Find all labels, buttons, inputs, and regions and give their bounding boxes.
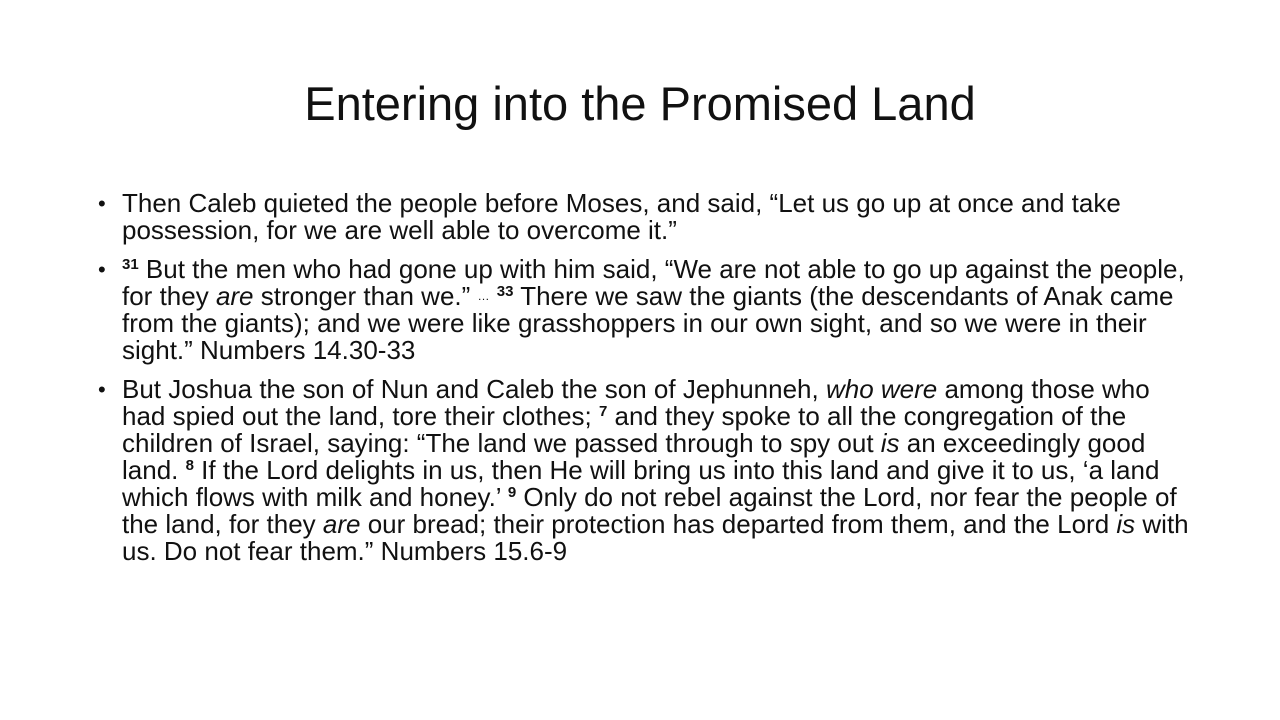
- bullet-text: with us. Do not fear them.” Numbers 15.6-9: [122, 509, 1189, 566]
- bullet-dot-icon: •: [98, 191, 106, 216]
- bullet-item: [96, 376, 1196, 565]
- verse-number: 8: [185, 457, 194, 474]
- bullet-text: an exceedingly good land.: [122, 428, 1146, 485]
- bullet-dot-icon: •: [98, 257, 106, 282]
- bullet-dot-icon: •: [98, 377, 106, 402]
- bullet-text: stronger than we.”: [253, 281, 478, 311]
- bullet-text: among those who had spied out the land, tore their clothes;: [122, 374, 1150, 431]
- bullet-text: There we saw the giants (the descendants of Anak came from the giants); and we were like grasshoppers in our own sight, and so we were in their sight.” Numbers 14.30-33: [122, 281, 1174, 365]
- verse-number: 31: [122, 256, 139, 273]
- italic-text: is: [1116, 509, 1136, 539]
- ellipsis-separator: …: [477, 289, 490, 303]
- italic-text: who were: [825, 374, 938, 404]
- bullet-text: Only do not rebel against the Lord, nor fear the people of the land, for they: [122, 482, 1177, 539]
- bullet-text: and they spoke to all the congregation of the children of Israel, saying: “The land we passed through to spy out: [122, 401, 1127, 458]
- bullet-text: Then Caleb quieted the people before Moses, and said, “Let us go up at once and take possession, for we are well able to overcome it.”: [122, 188, 1121, 245]
- bullet-text: [490, 281, 497, 311]
- bullet-text: But the men who had gone up with him said, “We are not able to go up against the people, for they: [122, 254, 1185, 311]
- bullet-item: [96, 190, 1196, 244]
- verse-number: 9: [507, 484, 517, 501]
- slide-title: Entering into the Promised Land: [304, 77, 976, 130]
- bullet-item: [96, 256, 1196, 364]
- italic-text: are: [215, 281, 254, 311]
- verse-number: 33: [496, 283, 514, 300]
- bullet-text: But Joshua the son of Nun and Caleb the son of Jephunneh,: [122, 374, 826, 404]
- bullet-text: If the Lord delights in us, then He will bring us into this land and give it to us, ‘a land which flows with milk and honey.’: [122, 455, 1160, 512]
- italic-text: is: [880, 428, 900, 458]
- italic-text: are: [322, 509, 361, 539]
- bullet-list: [96, 190, 1196, 577]
- verse-number: 7: [598, 403, 608, 420]
- bullet-text: our bread; their protection has departed from them, and the Lord: [360, 509, 1117, 539]
